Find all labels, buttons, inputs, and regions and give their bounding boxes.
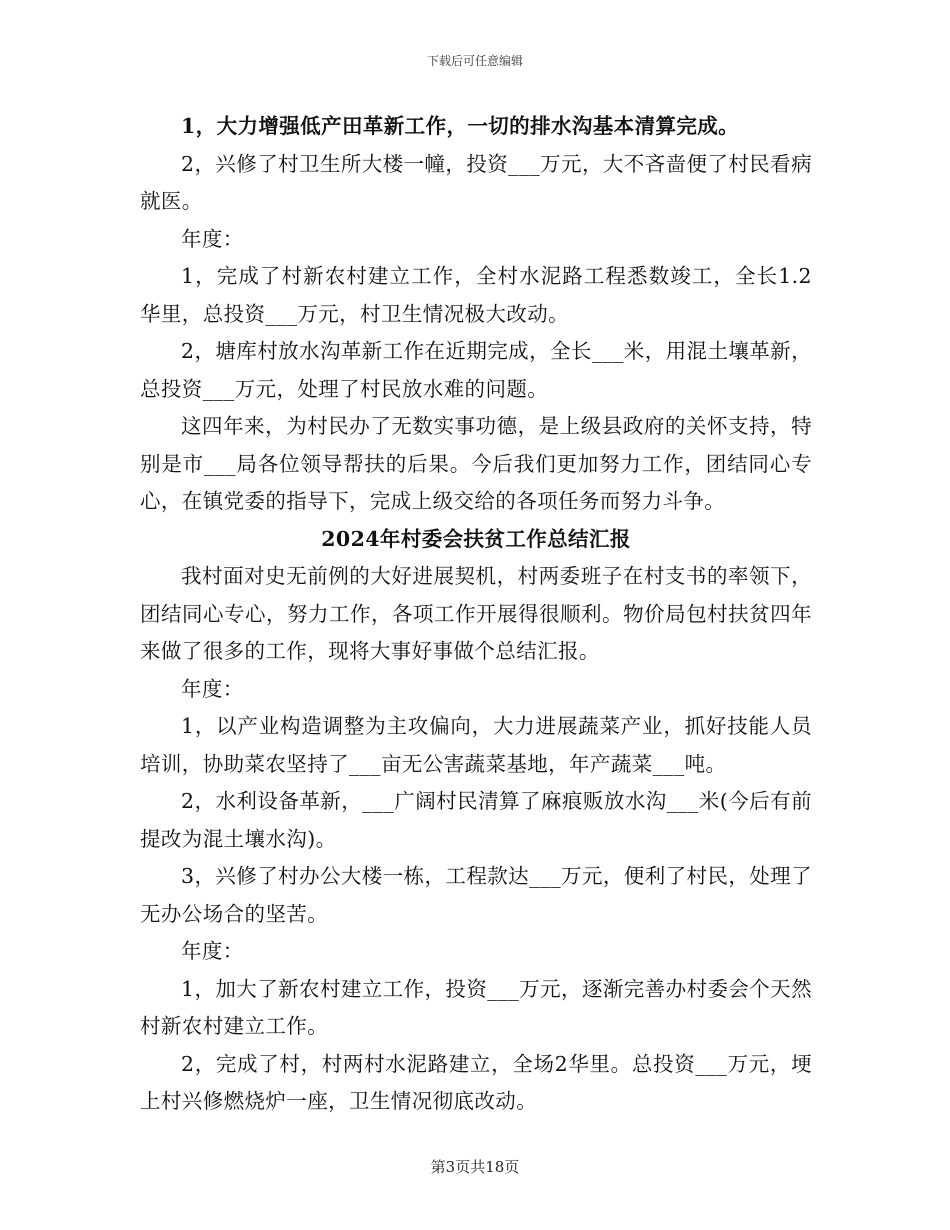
paragraph: 1，加大了新农村建立工作，投资___万元，逐渐完善办村委会个天然村新农村建立工作。 xyxy=(140,976,812,1038)
paragraph: 我村面对史无前例的大好进展契机，村两委班子在村支书的率领下，团结同心专心，努力工作，各项工作开展得很顺利。物价局包村扶贫四年来做了很多的工作，现将大事好事做个总结汇报。 xyxy=(140,564,812,663)
paragraph: 2，水利设备革新，___广阔村民清算了麻痕贩放水沟___米(今后有前提改为混土壤水沟)。 xyxy=(140,789,812,851)
paragraph: 1，以产业构造调整为主攻偏向，大力进展蔬菜产业，抓好技能人员培训，协助菜农坚持了___亩无公害蔬菜基地，年产蔬菜___吨。 xyxy=(140,714,812,776)
paragraph: 年度： xyxy=(181,939,244,963)
paragraph: 这四年来，为村民办了无数实事功德，是上级县政府的关怀支持，特别是市___局各位领导帮扶的后果。今后我们更加努力工作，团结同心专心，在镇党委的指导下，完成上级交给的各项任务而努力斗争。 xyxy=(140,414,812,513)
paragraph: 年度： xyxy=(181,226,244,251)
page-footer: 第3页共18页 xyxy=(430,1158,520,1176)
paragraph: 1，大力增强低产田革新工作，一切的排水沟基本清算完成。 xyxy=(181,114,740,138)
page-header: 下载后可任意编辑 xyxy=(426,54,523,68)
paragraph: 2，完成了村，村两村水泥路建立，全场2华里。总投资___万元，埂上村兴修燃烧炉一座，卫生情况彻底改动。 xyxy=(140,1051,812,1113)
paragraph: 2，兴修了村卫生所大楼一幢，投资___万元，大不吝啬便了村民看病就医。 xyxy=(140,151,812,213)
paragraph: 2，塘库村放水沟革新工作在近期完成，全长___米，用混土壤革新，总投资___万元，处理了村民放水难的问题。 xyxy=(140,339,812,401)
paragraph: 3，兴修了村办公大楼一栋，工程款达___万元，便利了村民，处理了无办公场合的坚苦。 xyxy=(140,864,812,926)
paragraph: 1，完成了村新农村建立工作，全村水泥路工程悉数竣工，全长1.2华里，总投资___万元，村卫生情况极大改动。 xyxy=(140,264,812,326)
section-title: 2024年村委会扶贫工作总结汇报 xyxy=(321,526,631,551)
document-body xyxy=(140,108,812,1121)
paragraph: 年度： xyxy=(181,676,244,701)
